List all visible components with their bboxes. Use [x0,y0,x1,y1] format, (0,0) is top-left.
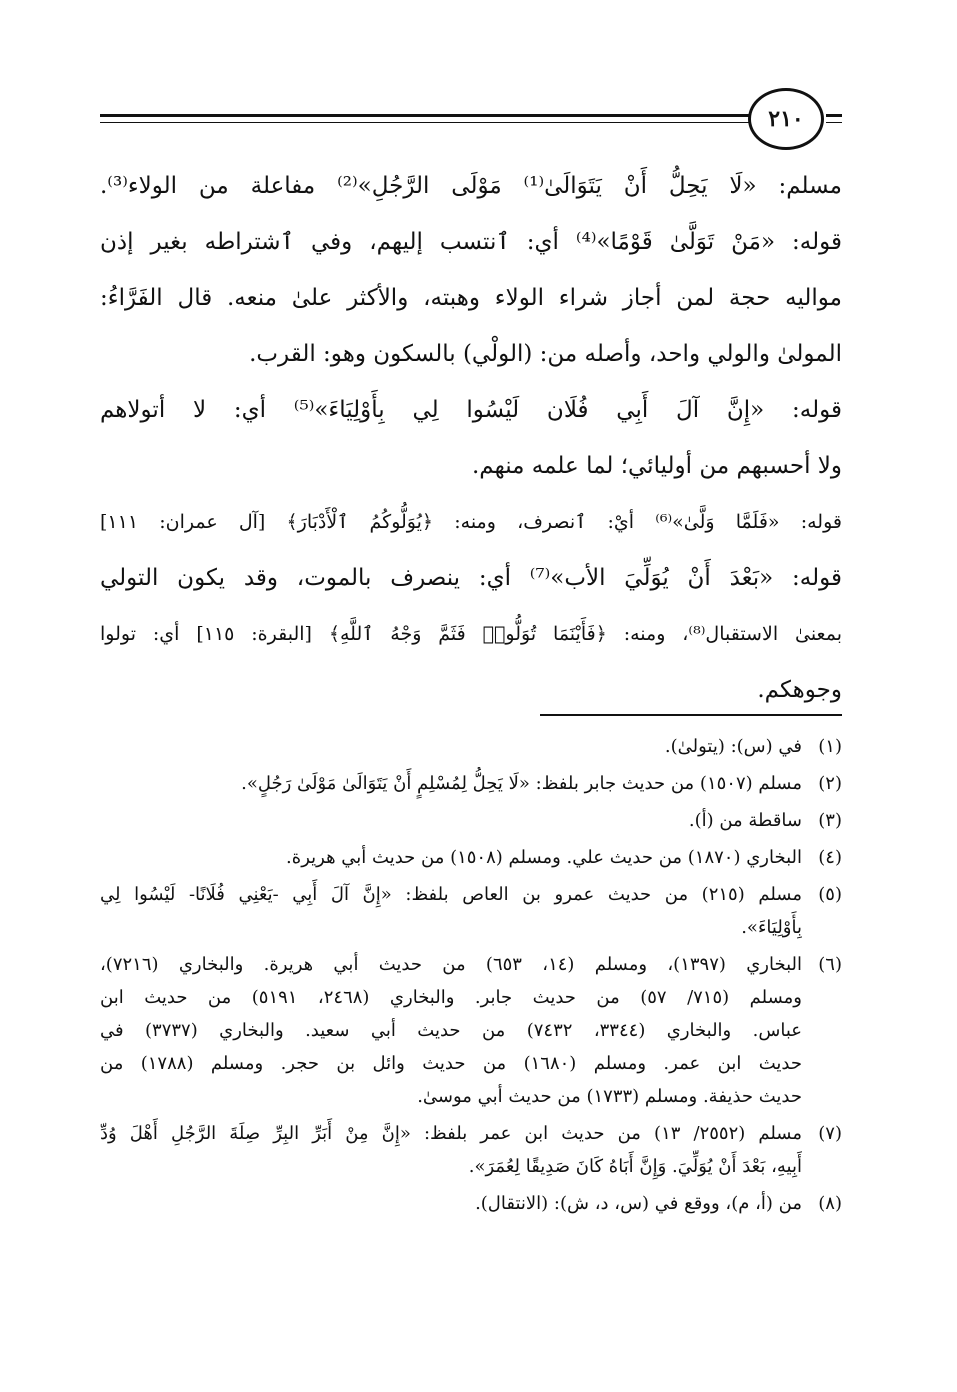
footnote-line: ومسلم (٧١٥/ ٥٧) من حديث جابر. والبخاري (٢٤٦٨، ٥١٩١) من حديث ابن [100,987,802,1008]
footnote-line: ساقطة من (أ). [688,810,802,831]
footnote-number: (٨) [818,1193,842,1214]
footnote-number: (٧) [818,1123,842,1144]
footnote-line: حديث حذيفة. ومسلم (١٧٣٣) من حديث أبي موسىٰ. [417,1086,802,1107]
text-line: مواليه حجة لمن أجاز شراء الولاء وهبته، والأكثر علىٰ منعه. قال الفَرَّاءُ: [100,285,842,311]
footnote [100,878,842,944]
footnote-line: البخاري (١٨٧٠) من حديث علي. ومسلم (١٥٠٨) من حديث أبي هريرة. [286,847,802,868]
footnote-number: (٤) [818,847,842,868]
footnote-number: (١) [818,736,842,757]
footnote-separator [540,714,842,716]
footnote-line: البخاري (١٣٩٧)، ومسلم (١٤، ٦٥٣) من حديث أبي هريرة. والبخاري (٧٢١٦)، [100,954,802,975]
footnote [100,1187,842,1220]
page-number: ٢١٠ [748,88,824,150]
footnote-line: أَبِيهِ، بَعْدَ أَنْ يُوَلِّيَ. وَإِنَّ أَبَاهُ كَانَ صَدِيقًا لِعُمَرَ». [468,1156,802,1177]
text-line: ولا أحسبهم من أوليائي؛ لما علمه منهم. [472,453,842,479]
text-line: قوله: «بَعْدَ أَنْ يُوَلِّيَ الأب»⁽⁷⁾ أي: ينصرف بالموت، وقد يكون التولي [100,565,842,591]
footnote-line: بِأَوْلِيَاءَ». [741,917,802,938]
footnote-line: مسلم (٢١٥) من حديث عمرو بن العاص بلفظ: «إِنَّ آلَ أَبِي -يَعْنِي فُلَانًا- لَيْسُوا لِي [100,884,802,905]
footnote [100,841,842,874]
text-line: قوله: «مَنْ تَوَلَّىٰ قَوْمًا»⁽⁴⁾ أي: ٱنتسب إليهم، وفي ٱشتراطه بغير إذن [100,229,842,255]
footnote [100,948,842,1113]
main-text [100,158,842,718]
footnote-line: مسلم (٢٥٥٢/ ١٣) من حديث ابن عمر بلفظ: «إِنَّ مِنْ أَبَرِّ البِرِّ صِلَةَ الرَّجُلِ أَهْلَ وُدِّ [100,1123,802,1144]
footnote-line: مسلم (١٥٠٧) من حديث جابر بلفظ: «لَا يَحِلُّ لِمُسْلِمٍ أَنْ يَتَوَالَىٰ مَوْلَىٰ رَجُلٍ». [241,773,802,794]
text-line: مسلم: «لَا يَحِلُّ أَنْ يَتَوَالَىٰ⁽¹⁾ مَوْلَى الرَّجُلِ»⁽²⁾ مفاعلة من الولاء⁽³⁾. [100,173,842,199]
header-rule-thick-right [826,114,842,117]
footnote-line: من (أ، م)، ووقع في (س، د، ش): (الانتقال). [475,1193,802,1214]
header-rule [100,108,842,128]
text-line: المولىٰ والولي واحد، وأصله من: (الولْي) بالسكون وهو: القرب. [249,341,842,367]
footnote [100,767,842,800]
header-rule-thin [100,122,758,123]
footnote [100,730,842,763]
footnotes [100,730,842,1220]
text-line: قوله: «إِنَّ آلَ أَبِي فُلَان لَيْسُوا لِي بِأَوْلِيَاءَ»⁽⁵⁾ أي: لا أتولاهم [100,397,842,423]
footnote-line: عباس. والبخاري (٣٣٤٤، ٧٤٣٢) من حديث أبي سعيد. والبخاري (٣٧٣٧) في [100,1020,802,1041]
footnote-number: (٦) [818,954,842,975]
footnote-line: حديث ابن عمر. ومسلم (١٦٨٠) من حديث وائل بن حجر. ومسلم (١٧٨٨) من [100,1053,802,1074]
footnote-line: في (س): (يتولىٰ). [664,736,802,757]
footnote [100,1117,842,1183]
footnote-number: (٥) [818,884,842,905]
text-line: بمعنىٰ الاستقبال⁽⁸⁾، ومنه: ﴿فَأَيْنَمَا تُوَلُّوا۟ فَثَمَّ وَجْهُ ٱللَّهِ﴾ [البقرة: ١١٥] أي: تولوا [100,623,842,645]
header-rule-thin-right [826,122,842,123]
footnote-number: (٣) [818,810,842,831]
text-line: وجوهكم. [757,677,842,703]
footnote-number: (٢) [818,773,842,794]
footnote [100,804,842,837]
header-rule-thick [100,114,758,117]
text-line: قوله: «فَلَمَّا وَلَّىٰ»⁽⁶⁾ أيْ: ٱنصرف، ومنه: ﴿يُوَلُّوكُمُ ٱلْأَدْبَارَ﴾ [آل عمران: ١١١] [100,511,842,533]
